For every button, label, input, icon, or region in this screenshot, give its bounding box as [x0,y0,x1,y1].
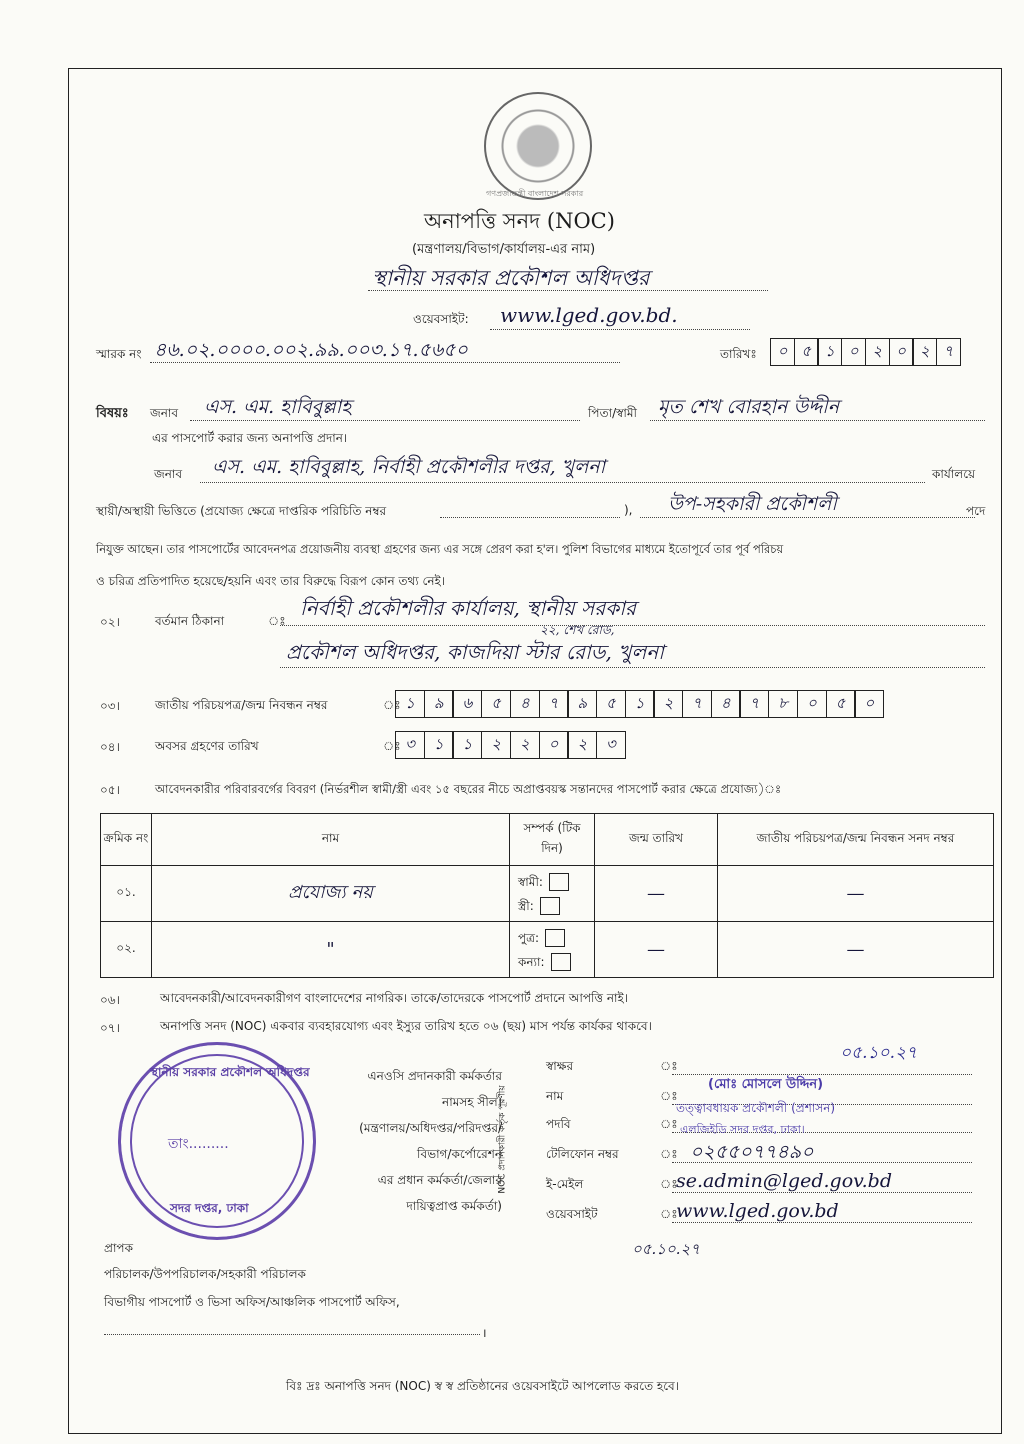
signatory-desc-line: এনওসি প্রদানকারী কর্মকর্তার [367,1069,502,1083]
signatory-vertical-text: NOC প্রদানকারী কর্তৃক পূরণীয় [497,1085,508,1194]
item2-label: বর্তমান ঠিকানা [155,614,225,628]
row-name: প্রযোজ্য নয় [152,866,510,922]
relation-option[interactable] [518,894,593,918]
digit-box: ২ [865,338,890,366]
body-line3: নিযুক্ত আছেন। তার পাসপোর্টের আবেদনপত্র প্রয়োজনীয় ব্যবস্থা গ্রহণের জন্য এর সঙ্গে প্রেরণ করা হ'ল। পুলিশ বিভাগের মাধ্যমে ইতোপূর্বে তার পূর্ব পরিচয় [96,542,784,556]
relation-label: স্ত্রী: [518,898,534,913]
digit-box: ১ [424,731,454,759]
row-nid: — [718,866,994,922]
row-nid: — [718,922,994,978]
digit-box: ০ [854,690,884,718]
office-seal-date: তাং......... [168,1136,229,1152]
office-name: স্থানীয় সরকার প্রকৌশল অধিদপ্তর [372,266,650,290]
designation-suffix: পদে [966,504,986,518]
header-dob: জন্ম তারিখ [595,814,718,866]
signatory-colon: ঃ [660,1089,678,1103]
email-value: se.admin@lged.gov.bd [676,1170,892,1192]
phone-value: ০২৫৫০৭৭৪৯০ [690,1141,814,1163]
family-table [100,813,994,978]
relation-label: পুত্র: [518,930,540,945]
digit-box: ০ [770,338,795,366]
designation: উপ-সহকারী প্রকৌশলী [668,493,837,515]
header-serial: ক্রমিক নং [101,814,152,866]
address-line1: নির্বাহী প্রকৌশলীর কার্যালয়, স্থানীয় সরকার [300,596,637,620]
digit-box: ২ [481,731,511,759]
item2-number: ০২। [100,615,120,629]
signatory-colon: ঃ [660,1207,678,1221]
body-line4: ও চরিত্র প্রতিপাদিত হয়েছে/হয়নি এবং তার বিরুদ্ধে বিরূপ কোন তথ্য নেই। [96,574,446,588]
digit-box: ৩ [596,731,626,759]
digit-box: ০ [797,690,827,718]
memo-number: ৪৬.০২.০০০০.০০২.৯৯.০০৩.১৭.৫৬৫০ [154,339,468,361]
relation-label: স্বামী: [518,874,543,889]
row-dob: — [595,866,718,922]
body-name-office: এস. এম. হাবিবুল্লাহ, নির্বাহী প্রকৌশলীর দপ্তর, খুলনা [212,456,606,478]
date-boxes [770,338,960,366]
initials-date: ০৫.১০.২৭ [632,1240,701,1258]
digit-box: ২ [653,690,683,718]
signatory-field-label: ওয়েবসাইট [546,1207,598,1221]
item5-label: আবেদনকারীর পরিবারবর্গের বিবরণ (নির্ভরশীল স্বামী/স্ত্রী এবং ১৫ বছরের নীচে অপ্রাপ্তবয়স্ক সন্তানদের পাসপোর্ট করার ক্ষেত্রে প্রযোজ্য)ঃ [155,782,782,796]
item3-colon: ঃ [383,698,401,712]
digit-box: ৯ [567,690,597,718]
digit-box: ২ [912,338,937,366]
subject-label: বিষয়ঃ [96,406,129,421]
father-name: মৃত শেখ বোরহান উদ্দীন [658,396,840,418]
office-suffix: কার্যালয়ে [932,467,976,481]
digit-box: ০ [539,731,569,759]
office-seal-bottom: সদর দপ্তর, ঢাকা [170,1201,249,1215]
body-mr-label: জনাব [154,467,183,481]
note6-text: আবেদনকারী/আবেদনকারীগণ বাংলাদেশের নাগরিক। তাকে/তাদেরকে পাসপোর্ট প্রদানে আপত্তি নাই। [160,991,629,1005]
digit-box: ০ [889,338,914,366]
footer-note: বিঃ দ্রঃ অনাপত্তি সনদ (NOC) স্ব স্ব প্রতিষ্ঠানের ওয়েবসাইটে আপলোড করতে হবে। [286,1379,680,1393]
digit-box: ৫ [481,690,511,718]
header-relation: সম্পর্ক (টিক দিন) [510,814,595,866]
header-nid: জাতীয় পরিচয়পত্র/জন্ম নিবন্ধন সনদ নম্বর [718,814,994,866]
digit-box: ৫ [596,690,626,718]
signatory-field-label: স্বাক্ষর [546,1059,574,1073]
header-name: নাম [152,814,510,866]
government-seal-text: গণপ্রজাতন্ত্রী বাংলাদেশ সরকার [486,189,584,198]
website-handwritten: www.lged.gov.bd [676,1200,839,1222]
digit-box: ৭ [682,690,712,718]
digit-box: ৫ [826,690,856,718]
table-row [101,922,994,978]
signatory-desc-line: বিভাগ/কর্পোরেশন [417,1147,502,1161]
signatory-desc-line: নামসহ সীল। [442,1095,502,1109]
relation-checkbox[interactable] [551,953,571,971]
signatory-field-label: পদবি [546,1117,571,1131]
close-paren: ), [624,503,633,517]
table-row [101,866,994,922]
digit-box: ১ [817,338,842,366]
recipient-end: । [482,1326,487,1340]
relation-checkbox[interactable] [540,897,560,915]
nid-boxes [395,690,883,718]
digit-box: ৭ [739,690,769,718]
digit-box: ৭ [936,338,961,366]
address-line2: প্রকৌশল অধিদপ্তর, কাজদিয়া স্টার রোড, খুলনা [286,640,664,664]
signatory-field-label: নাম [546,1089,564,1103]
signatory-colon: ঃ [660,1059,678,1073]
digit-box: ২ [510,731,540,759]
signatory-colon: ঃ [660,1147,678,1161]
website-value: www.lged.gov.bd. [500,303,678,327]
signatory-colon: ঃ [660,1177,678,1191]
digit-box: ১ [395,690,425,718]
stamp-name: (মোঃ মোসলে উদ্দিন) [708,1077,824,1092]
signatory-field-label: ই-মেইল [546,1177,584,1191]
subject-line2: এর পাসপোর্ট করার জন্য অনাপত্তি প্রদান। [152,431,348,445]
digit-box: ৮ [768,690,798,718]
row-serial: ০১. [101,866,152,922]
recipient-line1: পরিচালক/উপপরিচালক/সহকারী পরিচালক [104,1267,306,1281]
signatory-desc-line: (মন্ত্রণালয়/অধিদপ্তর/পরিদপ্তর/ [359,1121,502,1135]
digit-box: ৪ [711,690,741,718]
digit-box: ৫ [794,338,819,366]
row-name: " [152,922,510,978]
office-seal-top: স্থানীয় সরকার প্রকৌশল অধিদপ্তর [150,1065,310,1079]
father-label: পিতা/স্বামী [588,406,637,420]
signatory-desc-line: এর প্রধান কর্মকর্তা/জেলার [377,1173,502,1187]
item5-number: ০৫। [100,783,120,797]
recipient-line2: বিভাগীয় পাসপোর্ট ও ভিসা অফিস/আঞ্চলিক পাসপোর্ট অফিস, [104,1295,400,1309]
item4-number: ০৪। [100,740,120,754]
recipient-label: প্রাপক [104,1241,133,1255]
signatory-colon: ঃ [660,1117,678,1131]
item3-label: জাতীয় পরিচয়পত্র/জন্ম নিবন্ধন নম্বর [155,698,328,712]
relation-option[interactable] [518,870,593,894]
item3-number: ০৩। [100,699,120,713]
stamp-designation: তত্ত্বাবধায়ক প্রকৌশলী (প্রশাসন) [676,1101,836,1115]
relation-option[interactable] [518,950,593,974]
digit-box: ১ [625,690,655,718]
digit-box: ২ [567,731,597,759]
note7-text: অনাপত্তি সনদ (NOC) একবার ব্যবহারযোগ্য এবং ইস্যুর তারিখ হতে ০৬ (ছয়) মাস পর্যন্ত কার্যকর থাকবে। [160,1019,652,1033]
signatory-desc-line: দায়িত্বপ্রাপ্ত কর্মকর্তা) [406,1199,502,1213]
page-subtitle: (মন্ত্রণালয়/বিভাগ/কার্যালয়-এর নাম) [412,242,596,257]
stamp-office: এলজিইডি সদর দপ্তর, ঢাকা। [680,1123,805,1136]
relation-checkbox[interactable] [549,873,569,891]
digit-box: ৭ [539,690,569,718]
row-dob: — [595,922,718,978]
digit-box: ০ [841,338,866,366]
signature-date: ০৫.১০.২৭ [840,1043,918,1063]
digit-box: ১ [452,731,482,759]
row-serial: ০২. [101,922,152,978]
subject-mr-label: জনাব [150,406,179,420]
digit-box: ৩ [395,731,425,759]
signatory-field-label: টেলিফোন নম্বর [546,1147,619,1161]
item4-label: অবসর গ্রহণের তারিখ [155,739,259,753]
government-seal [484,92,592,200]
page-title: অনাপত্তি সনদ (NOC) [424,209,615,233]
note6-number: ০৬। [100,993,120,1007]
address-note: ২২, শেখ রোড, [540,623,615,637]
memo-label: স্মারক নং [96,347,142,361]
relation-option[interactable] [518,926,593,950]
item2-colon: ঃ [268,614,286,628]
digit-box: ৪ [510,690,540,718]
website-label: ওয়েবসাইট: [413,312,469,326]
note7-number: ০৭। [100,1021,120,1035]
item4-colon: ঃ [383,739,401,753]
digit-box: ৯ [424,690,454,718]
digit-box: ৬ [452,690,482,718]
relation-checkbox[interactable] [545,929,565,947]
permanent-text: স্থায়ী/অস্থায়ী ভিত্তিতে (প্রযোজ্য ক্ষেত্রে দাপ্তরিক পরিচিতি নম্বর [96,504,387,518]
retire-boxes [395,731,625,759]
subject-name: এস. এম. হাবিবুল্লাহ [204,396,352,418]
date-label: তারিখঃ [720,347,757,361]
relation-label: কন্যা: [518,954,545,969]
